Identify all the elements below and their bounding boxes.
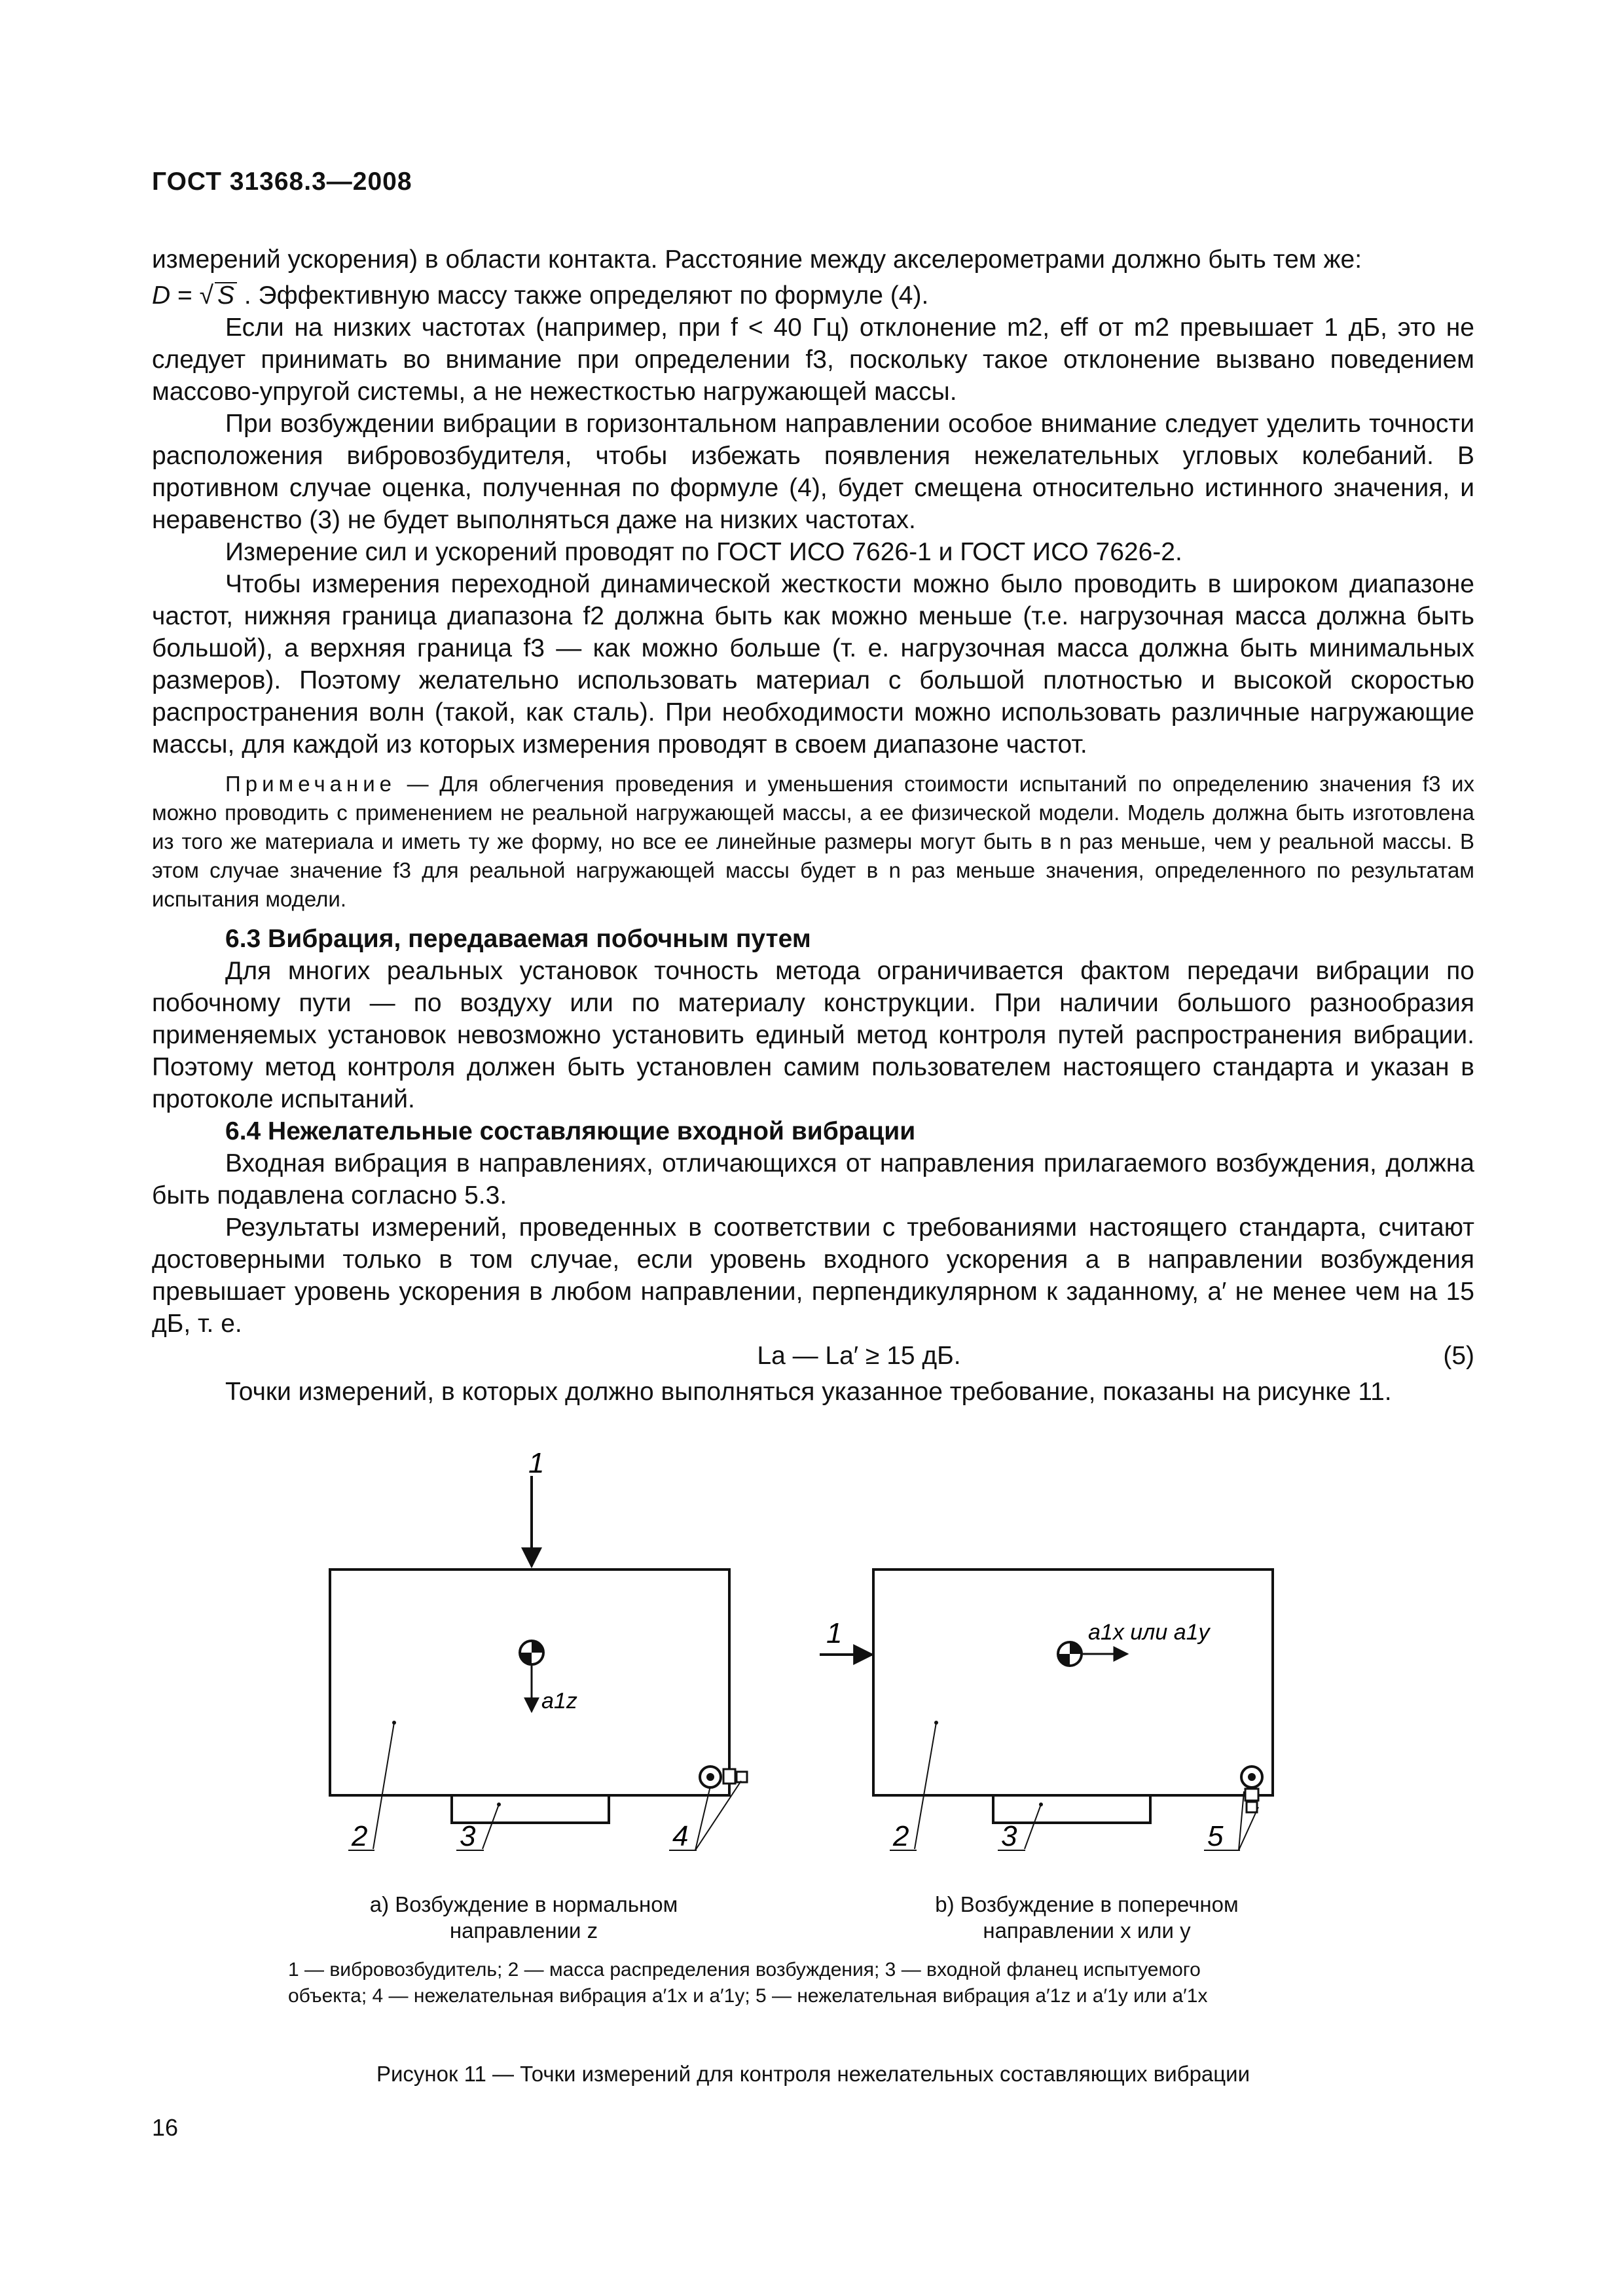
equation-5-number: (5) (1443, 1342, 1474, 1370)
label-4-left: 4 (672, 1820, 689, 1852)
accelerometer-center-right (1058, 1642, 1082, 1666)
figure-caption-a-line1: а) Возбуждение в нормальном (369, 1892, 678, 1916)
figure-title: Рисунок 11 — Точки измерений для контроля нежелательных составляющих вибрации (376, 2062, 1250, 2086)
leader-3-left (483, 1804, 499, 1849)
accel-label-a1x: a1x или a1y (1088, 1620, 1210, 1645)
paragraph-6-4-c: Точки измерений, в которых должно выполняться указанное требование, показаны на рисунке 11. (225, 1378, 1392, 1406)
page-number: 16 (152, 2114, 179, 2141)
accel-label-a1z: a1z (541, 1689, 577, 1713)
figure-11-drawing (152, 1450, 1474, 1908)
mass-block-right (873, 1570, 1273, 1795)
figure-caption-b (903, 1892, 1270, 1944)
leader-3-right (1025, 1804, 1041, 1849)
corner-accelerometer-right (1241, 1767, 1262, 1812)
input-flange-right (993, 1795, 1150, 1823)
paragraph-6-4-a: Входная вибрация в направлениях, отличающихся от направления прилагаемого возбуждения, должна быть подавлена согласно 5.3. (152, 1149, 1474, 1210)
figure-legend-line1: 1 — вибровозбудитель; 2 — масса распределения возбуждения; 3 — входной фланец испытуемого (288, 1959, 1201, 1981)
figure-caption-a (354, 1892, 694, 1944)
formula-continuation: . Эффективную массу также определяют по формуле (4). (244, 281, 929, 310)
note-paragraph (152, 770, 1474, 914)
corner-accelerometer-left (700, 1767, 747, 1787)
label-1-right: 1 (826, 1617, 843, 1649)
label-3-left: 3 (460, 1820, 476, 1852)
leader-2-right (915, 1723, 936, 1849)
paragraph-horizontal-excitation: При возбуждении вибрации в горизонтальном направлении особое внимание следует уделить точности расположения вибровозбудителя, чтобы избежать появления нежелательных угловых колебаний. В противном случае оценка, полученная по формуле (4), будет смещена относительно истинного значения, и неравенство (3) не будет выполняться даже на низких частотах. (152, 410, 1474, 534)
formula-equals: = (170, 281, 200, 310)
figure-caption-b-line1: b) Возбуждение в поперечном (935, 1892, 1239, 1916)
label-1-left: 1 (528, 1450, 545, 1479)
note-label: Примечание (225, 772, 397, 796)
equation-5-expression: La — La′ ≥ 15 дБ. (757, 1342, 961, 1370)
label-2-right: 2 (893, 1820, 909, 1852)
paragraph-6-4-b: Результаты измерений, проведенных в соответствии с требованиями настоящего стандарта, считают достоверными только в том случае, если уровень входного ускорения a в направлении возбуждения превышает уровень ускорения в любом направлении, перпендикулярном к заданному, a′ не менее чем на 15 дБ, т. е. (152, 1213, 1474, 1338)
leader-4b-left (695, 1781, 741, 1850)
paragraph-6-3: Для многих реальных установок точность метода ограничивается фактом передачи вибрации по побочному пути — по воздуху или по материалу конструкции. При наличии большого разнообразия применяемых установок невозможно установить единый метод контроля путей распространения вибрации. Поэтому метод контроля должен быть установлен самим пользователем настоящего стандарта и указан в протоколе испытаний. (152, 957, 1474, 1113)
formula-lhs: D (152, 281, 171, 310)
figure-caption-b-line2: направлении x или y (983, 1918, 1191, 1943)
figure-legend-line2: объекта; 4 — нежелательная вибрация a′1x и a′1y; 5 — нежелательная вибрация a′1z и a′1y или a′1x (288, 1985, 1208, 2007)
formula-line (152, 279, 1474, 312)
paragraph-continuation: измерений ускорения) в области контакта. Расстояние между акселерометрами должно быть тем же: (152, 245, 1362, 274)
mass-block-left (330, 1570, 729, 1795)
label-3-right: 3 (1001, 1820, 1017, 1852)
leader-2-left (373, 1723, 394, 1849)
section-heading-6-3: 6.3 Вибрация, передаваемая побочным путем (225, 925, 811, 953)
note-text: — Для облегчения проведения и уменьшения стоимости испытаний по определению значения f3 их можно проводить с применением не реальной нагружающей массы, а ее физической модели. Модель должна быть изготовлена из того же материала и иметь ту же форму, но все ее линейные размеры могут быть в n раз меньше, чем у реальной массы. В этом случае значение f3 для реальной нагружающей массы будет в n раз меньше значения, определенного по результатам испытания модели. (152, 772, 1474, 911)
figure-left-panel (330, 1450, 747, 1852)
accelerometer-center-left (520, 1641, 543, 1664)
figure-caption-a-line2: направлении z (449, 1918, 598, 1943)
paragraph-low-frequency: Если на низких частотах (например, при f < 40 Гц) отклонение m2, eff от m2 превышает 1 дБ, это не следует принимать во внимание при определении f3, поскольку такое отклонение вызвано поведением массово-упругой системы, а не нежесткостью нагружающей массы. (152, 314, 1474, 406)
label-2-left: 2 (352, 1820, 368, 1852)
input-flange-left (452, 1795, 609, 1823)
sqrt-sign: √ (199, 281, 214, 310)
document-header: ГОСТ 31368.3—2008 (152, 168, 412, 196)
paragraph-frequency-range: Чтобы измерения переходной динамической жесткости можно было проводить в широком диапазоне частот, нижняя граница диапазона f2 должна быть как можно меньше (т.е. нагрузочная масса должна быть большой), а верхняя граница f3 — как можно больше (т. е. нагрузочная масса должна быть минимальных размеров). Поэтому желательно использовать материал с большой плотностью и высокой скоростью распространения волн (такой, как сталь). При необходимости можно использовать различные нагружающие массы, для каждой из которых измерения проводят в своем диапазоне частот. (152, 570, 1474, 759)
paragraph-standards-reference: Измерение сил и ускорений проводят по ГОСТ ИСО 7626-1 и ГОСТ ИСО 7626-2. (225, 538, 1182, 566)
equation-5 (152, 1340, 1474, 1376)
body-text-block (152, 243, 1474, 1408)
figure-right-panel (820, 1570, 1273, 1852)
section-heading-6-4: 6.4 Нежелательные составляющие входной вибрации (225, 1117, 916, 1145)
formula-radicand: S (215, 282, 237, 308)
figure-legend (288, 1957, 1336, 2009)
label-5-right: 5 (1207, 1820, 1224, 1852)
